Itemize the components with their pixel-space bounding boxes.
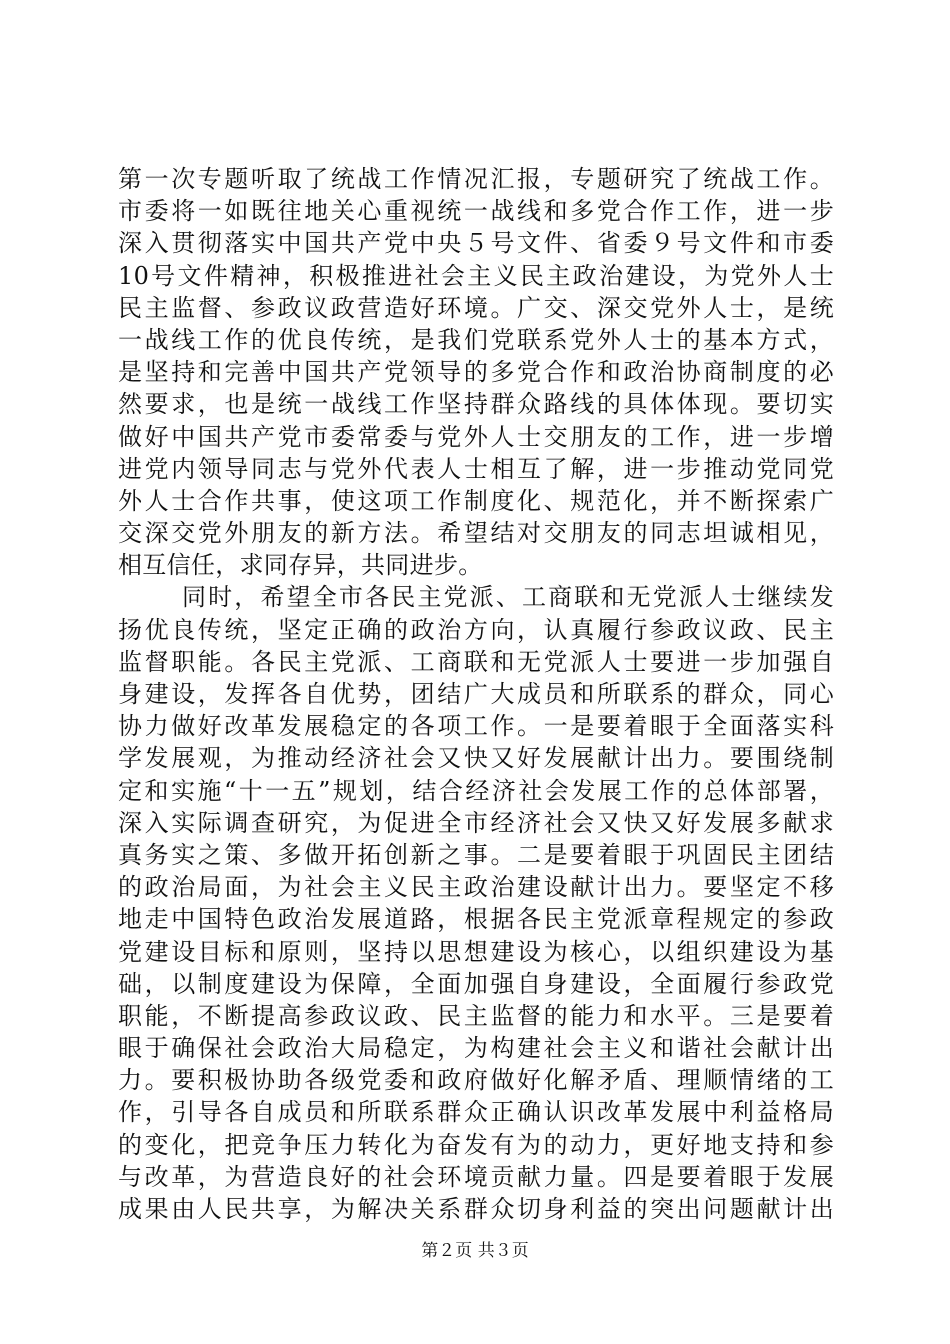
- text-line: 真务实之策、多做开拓创新之事。二是要着眼于巩固民主团结: [118, 840, 834, 869]
- page-number-footer: 第２页 共３页: [421, 1241, 529, 1261]
- text-line: 党建设目标和原则，坚持以思想建设为核心，以组织建设为基: [118, 937, 834, 966]
- text-line: 的变化，把竞争压力转化为奋发有为的动力，更好地支持和参: [118, 1130, 834, 1159]
- text-line: 深入贯彻落实中国共产党中央５号文件、省委９号文件和市委: [118, 229, 834, 258]
- text-line: 眼于确保社会政治大局稳定，为构建社会主义和谐社会献计出: [118, 1034, 834, 1063]
- text-line: 然要求，也是统一战线工作坚持群众路线的具体体现。要切实: [118, 390, 834, 419]
- text-line: 相互信任，求同存异，共同进步。: [118, 551, 483, 580]
- text-line: 同时，希望全市各民主党派、工商联和无党派人士继续发: [182, 583, 834, 612]
- text-line: 扬优良传统，坚定正确的政治方向，认真履行参政议政、民主: [118, 615, 834, 644]
- text-line: 力。要积极协助各级党委和政府做好化解矛盾、理顺情绪的工: [118, 1066, 834, 1095]
- text-line: 成果由人民共享，为解决关系群众切身利益的突出问题献计出: [118, 1195, 834, 1223]
- body-text: [118, 163, 834, 1225]
- text-line: 地走中国特色政治发展道路，根据各民主党派章程规定的参政: [118, 905, 834, 934]
- text-line: 作，引导各自成员和所联系群众正确认识改革发展中利益格局: [118, 1098, 834, 1127]
- text-line: 市委将一如既往地关心重视统一战线和多党合作工作，进一步: [118, 197, 834, 226]
- text-line: 第一次专题听取了统战工作情况汇报，专题研究了统战工作。: [118, 165, 834, 193]
- text-line: 交深交党外朋友的新方法。希望结对交朋友的同志坦诚相见，: [118, 519, 834, 548]
- text-line: 做好中国共产党市委常委与党外人士交朋友的工作，进一步增: [118, 422, 834, 451]
- text-line: 一战线工作的优良传统，是我们党联系党外人士的基本方式，: [118, 325, 834, 354]
- text-line: 与改革，为营造良好的社会环境贡献力量。四是要着眼于发展: [118, 1162, 834, 1191]
- text-line: 职能，不断提高参政议政、民主监督的能力和水平。三是要着: [118, 1001, 834, 1030]
- text-line: 身建设，发挥各自优势，团结广大成员和所联系的群众，同心: [118, 680, 834, 708]
- text-line: 的政治局面，为社会主义民主政治建设献计出力。要坚定不移: [118, 873, 834, 902]
- text-line: 深入实际调查研究，为促进全市经济社会又快又好发展多献求: [118, 808, 834, 837]
- text-line: 定和实施“十一五”规划，结合经济社会发展工作的总体部署，: [118, 776, 834, 805]
- text-line: 学发展观，为推动经济社会又快又好发展献计出力。要围绕制: [118, 744, 834, 773]
- text-line: 础，以制度建设为保障，全面加强自身建设，全面履行参政党: [118, 969, 834, 998]
- text-line: 监督职能。各民主党派、工商联和无党派人士要进一步加强自: [118, 647, 834, 676]
- text-line: 民主监督、参政议政营造好环境。广交、深交党外人士，是统: [118, 293, 834, 322]
- text-line: 协力做好改革发展稳定的各项工作。一是要着眼于全面落实科: [118, 712, 834, 741]
- text-line: 是坚持和完善中国共产党领导的多党合作和政治协商制度的必: [118, 358, 834, 387]
- text-line: 外人士合作共事，使这项工作制度化、规范化，并不断探索广: [118, 486, 834, 515]
- text-line: 进党内领导同志与党外代表人士相互了解，进一步推动党同党: [118, 454, 834, 483]
- text-line: 10号文件精神，积极推进社会主义民主政治建设，为党外人士: [118, 261, 834, 290]
